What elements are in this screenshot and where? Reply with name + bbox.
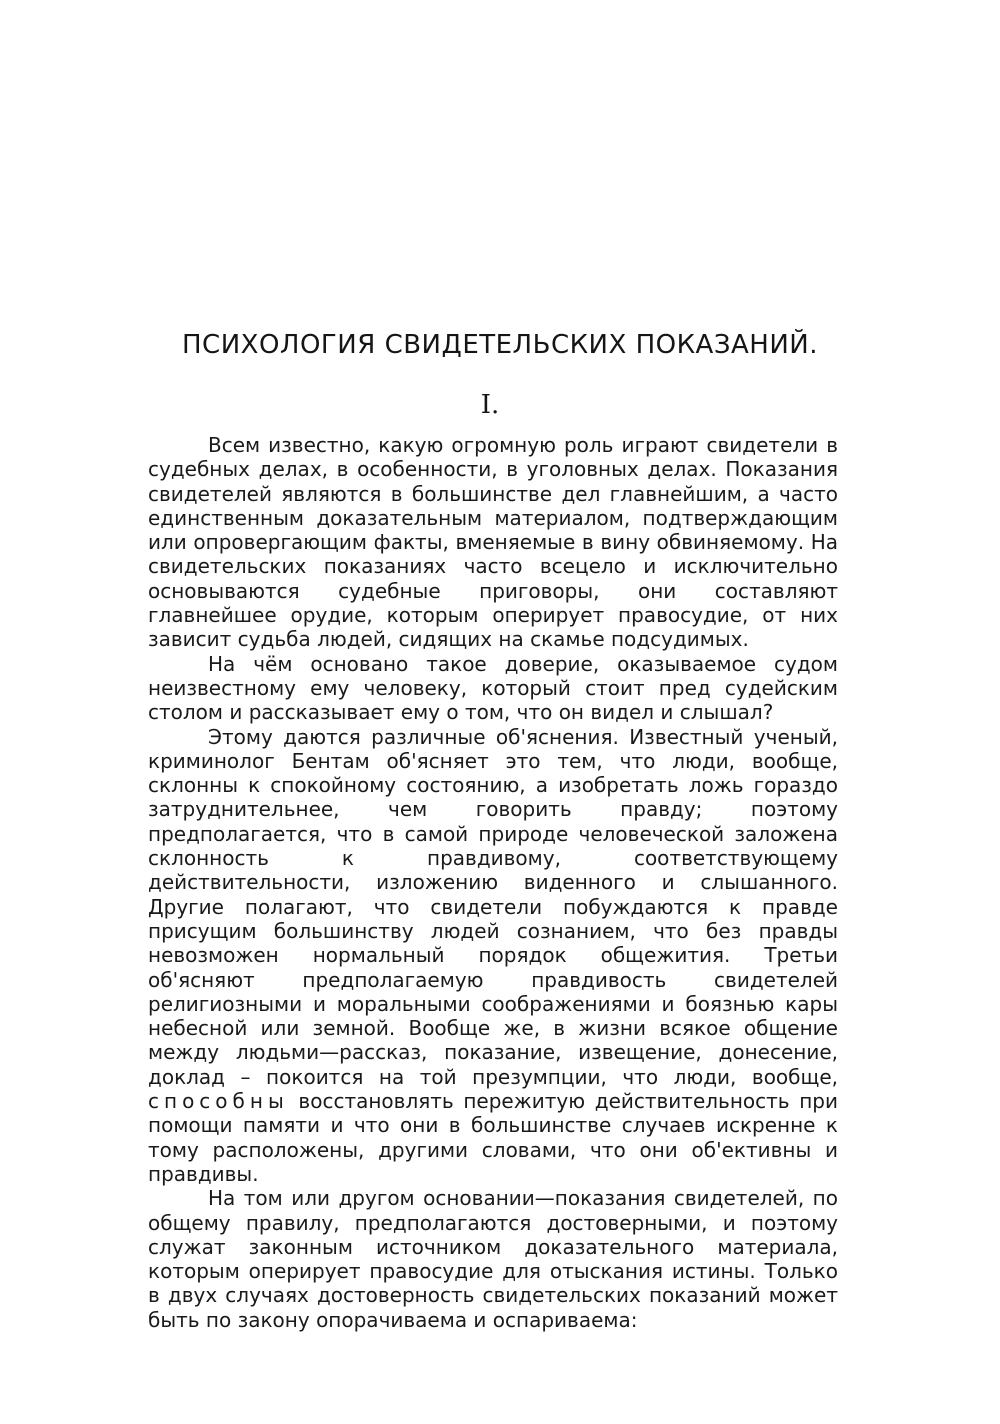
paragraph-3-part-2: восстановлять пережитую действительность при помощи памяти и что они в большинстве случаев искренне к тому расположены, другими словами, что они об'ективны и правдивы. (148, 1089, 839, 1186)
emphasized-word: способны (148, 1089, 289, 1114)
paragraph-1: Всем известно, какую огромную роль играют свидетели в судебных делах, в особенности, в уголовных делах. Показания свидетелей являются в большинстве дел главнейшим, а часто единственным доказательным материалом, подтверждающим или опровергающим факты, вменяемые в вину обвиняемому. На свидетельских показаниях часто всецело и исключительно основываются судебные приговоры, они составляют главнейшее орудие, которым оперирует правосудие, от них зависит судьба людей, сидящих на скамье подсудимых. (148, 433, 838, 652)
paragraph-2: На чём основано такое доверие, оказываемое судом неизвестному ему человеку, который стоит пред судейским столом и рассказывает ему о том, что он видел и слышал? (148, 651, 838, 725)
paragraph-4: На том или другом основании—показания свидетелей, по общему правилу, предполагаются достоверными, и поэтому служат законным источником доказательного материала, которым оперирует правосудие для отыскания истины. Только в двух случаях достоверность свидетельских показаний может быть по закону опорачиваема и оспариваема: (148, 1186, 838, 1332)
body-text (148, 433, 838, 1332)
paragraph-3-part-1: Этому даются различные об'яснения. Известный ученый, криминолог Бентам об'ясняет это тем, что люди, вообще, склонны к спокойному состоянию, а изобретать ложь гораздо затруднительнее, чем говорить правду; поэтому предполагается, что в самой природе человеческой заложена склонность к правдивому, соответствующему действительности, изложению виденного и слышанного. Другие полагают, что свидетели побуждаются к правде присущим большинству людей сознанием, что без правды невозможен нормальный порядок общежития. Третьи об'ясняют предполагаемую правдивость свидетелей религиозными и моральными соображениями и боязнью кары небесной или земной. Вообще же, в жизни всякое общение между людьми—рассказ, показание, извещение, донесение, доклад – покоится на той презумпции, что люди, вообще, (148, 724, 838, 1089)
paragraph-3 (148, 725, 838, 1187)
section-number: I. (480, 390, 500, 420)
chapter-title: ПСИХОЛОГИЯ СВИДЕТЕЛЬСКИХ ПОКАЗАНИЙ. (181, 330, 819, 360)
